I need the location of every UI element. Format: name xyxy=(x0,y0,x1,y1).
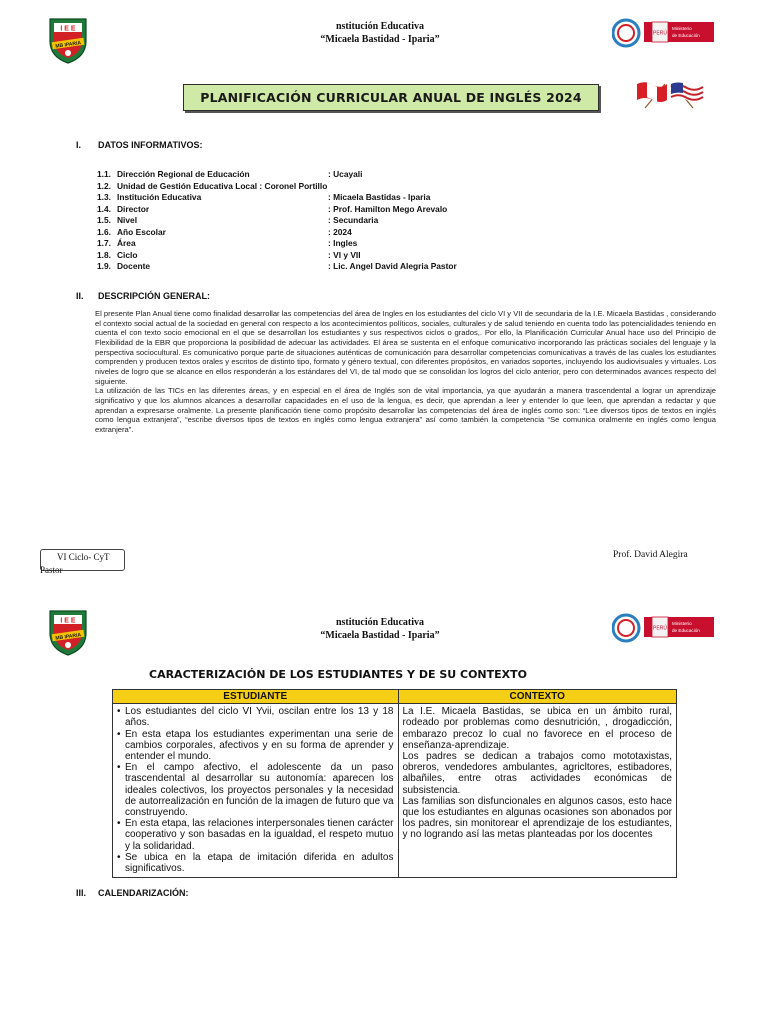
institution-line-1: nstitución Educativa xyxy=(335,21,425,32)
info-number: 1.1. xyxy=(97,169,111,179)
info-row xyxy=(97,261,497,273)
info-label: Ciclo xyxy=(117,249,138,260)
institution-line-1: nstitución Educativa xyxy=(335,617,425,628)
info-number: 1.2. xyxy=(97,180,111,191)
info-row xyxy=(97,250,497,262)
section-heading-calendarizacion xyxy=(76,888,189,898)
info-label: Unidad de Gestión Educativa Local : Coronel Portillo xyxy=(117,180,328,191)
institution-line-2: “Micaela Bastidad - Iparia” xyxy=(320,630,440,641)
svg-text:I E E: I E E xyxy=(60,25,76,33)
info-value: : 2024 xyxy=(328,226,352,237)
footer-teacher: Prof. David Alegira xyxy=(613,550,688,560)
section-number: III. xyxy=(76,888,87,898)
column-header-contexto: CONTEXTO xyxy=(398,690,677,704)
info-value: : Prof. Hamilton Mego Arevalo xyxy=(328,203,448,214)
section-heading-datos xyxy=(76,140,203,150)
info-value: : Ucayali xyxy=(328,169,363,179)
info-row xyxy=(97,204,497,216)
footer-cycle-label: VI Ciclo- CyT xyxy=(57,552,110,562)
info-number: 1.4. xyxy=(97,203,111,214)
info-value: : Micaela Bastidas - Iparia xyxy=(328,192,431,202)
caracterizacion-table xyxy=(112,689,677,878)
section-number: I. xyxy=(76,140,82,150)
paragraph: Las familias son disfuncionales en algunos casos, esto hace que los estudiantes en algunas ocasiones son abonados por los padres, sin monitorear el aprendizaje de los estudiantes, y no logrando así las metas planteadas por los docentes xyxy=(402,795,672,841)
svg-text:de Educación: de Educación xyxy=(672,628,700,633)
info-row xyxy=(97,192,497,204)
svg-text:MB IPARIA: MB IPARIA xyxy=(55,40,82,50)
institution-header xyxy=(250,616,510,642)
svg-text:PERÚ: PERÚ xyxy=(653,30,667,37)
institution-line-2: “Micaela Bastidad - Iparia” xyxy=(320,34,440,45)
paragraph: La utilización de las TICs en las diferentes áreas, y en especial en el área de Inglés son de vital importancia, ya que ayudarán a manera trascendental a lograr un aprendizaje significativo y que los alumnos alcances a desarrollar capacidades en el uso de la lengua, es decir, que aprendan a leer y entender lo que leen, que aprendan a redactar y que aprendan a expresarse oralmente. La presente planificación tiene como propósito desarrollar las competencias del área de inglés como son: “Lee diversos tipos de textos en inglés como lengua extranjera”, “escribe diversos tipos de textos en inglés como lengua extranjera” así como también la competencia “Se comunica oralmente en inglés como lengua extranjera”. xyxy=(95,386,716,434)
paragraph: La I.E. Micaela Bastidas, se ubica en un ámbito rural, rodeado por problemas como desnutrición, , drogadicción, embarazo precoz lo cual no favorece en el proceso de enseñanza-aprendizaje. xyxy=(402,706,672,751)
paragraph: Los padres se dedican a trabajos como mototaxistas, obreros, vendedores ambulantes, agricltores, estibadores, albañiles, entre otras actividades económicas de subsistencia. xyxy=(402,751,672,796)
info-row xyxy=(97,227,497,239)
paragraph: El presente Plan Anual tiene como finalidad desarrollar las competencias del área de Ingles en los estudiantes del ciclo VI y VII de secundaria de la I.E. Micaela Bastidas , considerando el contexto social actual de la sociedad en general con respecto a los acontecimientos políticos, sociales, culturales y de salud teniendo en cuenta todo las potencialidades teniendo en cuenta el con texto socio emocional en el que se desarrollan los estudiantes y sus respectivos ciclos o grados,. Por ello, la Planificación Curricular Anual hace uso del Principio de Flexibilidad de la EBR que proporciona la posibilidad de adecuar las actividades. El área se sustenta en el enfoque comunicativo incorporando las prácticas sociales del lenguaje y la perspectiva sociocultural. Es comunicativo porque parte de situaciones auténticas de comunicación para desarrollar competencias comunicativas a través de las cuales los estudiantes comprenden y producen textos orales y escritos de distinto tipo, formato y género textual, con diferentes propósitos, en variados soportes, incluyendo los audiovisuales y virtuales. Los niveles de logro que se alcance en ellos responderán a los estándares del VI, de tal modo que se consolidan los logros del ciclo anterior, pero con determinados avances respecto del siguiente. xyxy=(95,309,716,386)
table-header-row xyxy=(113,690,677,704)
minedu-logo xyxy=(612,16,716,50)
info-number: 1.8. xyxy=(97,249,111,260)
info-label: Institución Educativa xyxy=(117,192,202,202)
svg-text:PERÚ: PERÚ xyxy=(653,625,667,632)
document-page-2 xyxy=(0,590,768,1024)
estudiante-cell xyxy=(113,704,399,878)
info-row xyxy=(97,215,497,227)
list-item: • En el campo afectivo, el adolescente da un paso trascendental al desarrollar su autonomía: aparecen los ideales colectivos, los proyectos personales y la necesidad de autorrealización en función de la imagen de futuro que va construyendo. xyxy=(117,762,394,818)
column-header-estudiante: ESTUDIANTE xyxy=(113,690,399,704)
info-value: : Secundaria xyxy=(328,215,379,225)
section-title: DESCRIPCIÓN GENERAL: xyxy=(98,291,211,301)
caracterizacion-title: CARACTERIZACIÓN DE LOS ESTUDIANTES Y DE SU CONTEXTO xyxy=(149,668,527,681)
svg-text:de Educación: de Educación xyxy=(672,33,700,38)
institution-header xyxy=(250,20,510,46)
info-label: Director xyxy=(117,203,150,214)
svg-text:I E E: I E E xyxy=(60,617,76,625)
info-number: 1.7. xyxy=(97,238,111,248)
list-item: • En esta etapa, las relaciones interpersonales tienen carácter cooperativo y son basadas en la igualdad, el respeto mutuo y la solidaridad. xyxy=(117,818,394,852)
section-heading-descripcion xyxy=(76,291,210,301)
svg-text:MB IPARIA: MB IPARIA xyxy=(55,632,82,642)
info-label: Año Escolar xyxy=(117,226,166,237)
list-item: • Los estudiantes del ciclo VI Yvii, oscilan entre los 13 y 18 años. xyxy=(117,706,394,728)
document-title xyxy=(183,84,599,111)
table-row xyxy=(113,704,677,878)
info-row xyxy=(97,181,497,193)
datos-informativos-list xyxy=(97,169,497,273)
info-label: Dirección Regional de Educación xyxy=(117,169,250,179)
school-logo xyxy=(44,13,92,65)
school-logo xyxy=(44,605,92,657)
document-title-text: PLANIFICACIÓN CURRICULAR ANUAL DE INGLÉS 2024 xyxy=(200,90,582,105)
section-title: CALENDARIZACIÓN: xyxy=(98,888,189,898)
info-label: Nivel xyxy=(117,215,138,225)
info-value: : Ingles xyxy=(328,238,358,248)
info-label: Área xyxy=(117,238,136,248)
contexto-cell xyxy=(398,704,677,878)
estudiante-list xyxy=(117,706,394,874)
descripcion-general-text xyxy=(95,309,716,435)
minedu-logo xyxy=(612,611,716,645)
info-row xyxy=(97,169,497,181)
flags-icon xyxy=(633,78,705,112)
info-number: 1.6. xyxy=(97,226,111,237)
info-number: 1.3. xyxy=(97,192,111,202)
section-title: DATOS INFORMATIVOS: xyxy=(98,140,203,150)
svg-text:Ministerio: Ministerio xyxy=(672,621,692,626)
info-row xyxy=(97,238,497,250)
info-value: : VI y VII xyxy=(328,249,361,260)
info-number: 1.5. xyxy=(97,215,111,225)
list-item: • Se ubica en la etapa de imitación diferida en adultos significativos. xyxy=(117,852,394,874)
svg-text:Ministerio: Ministerio xyxy=(672,26,692,31)
info-number: 1.9. xyxy=(97,261,111,271)
info-label: Docente xyxy=(117,261,151,271)
footer-left-text: Pastor xyxy=(40,565,63,575)
section-number: II. xyxy=(76,291,84,301)
list-item: • En esta etapa los estudiantes experimentan una serie de cambios corporales, afectivos y en su forma de aprender y entender el mundo. xyxy=(117,729,394,763)
info-value: : Lic. Angel David Alegria Pastor xyxy=(328,261,457,271)
